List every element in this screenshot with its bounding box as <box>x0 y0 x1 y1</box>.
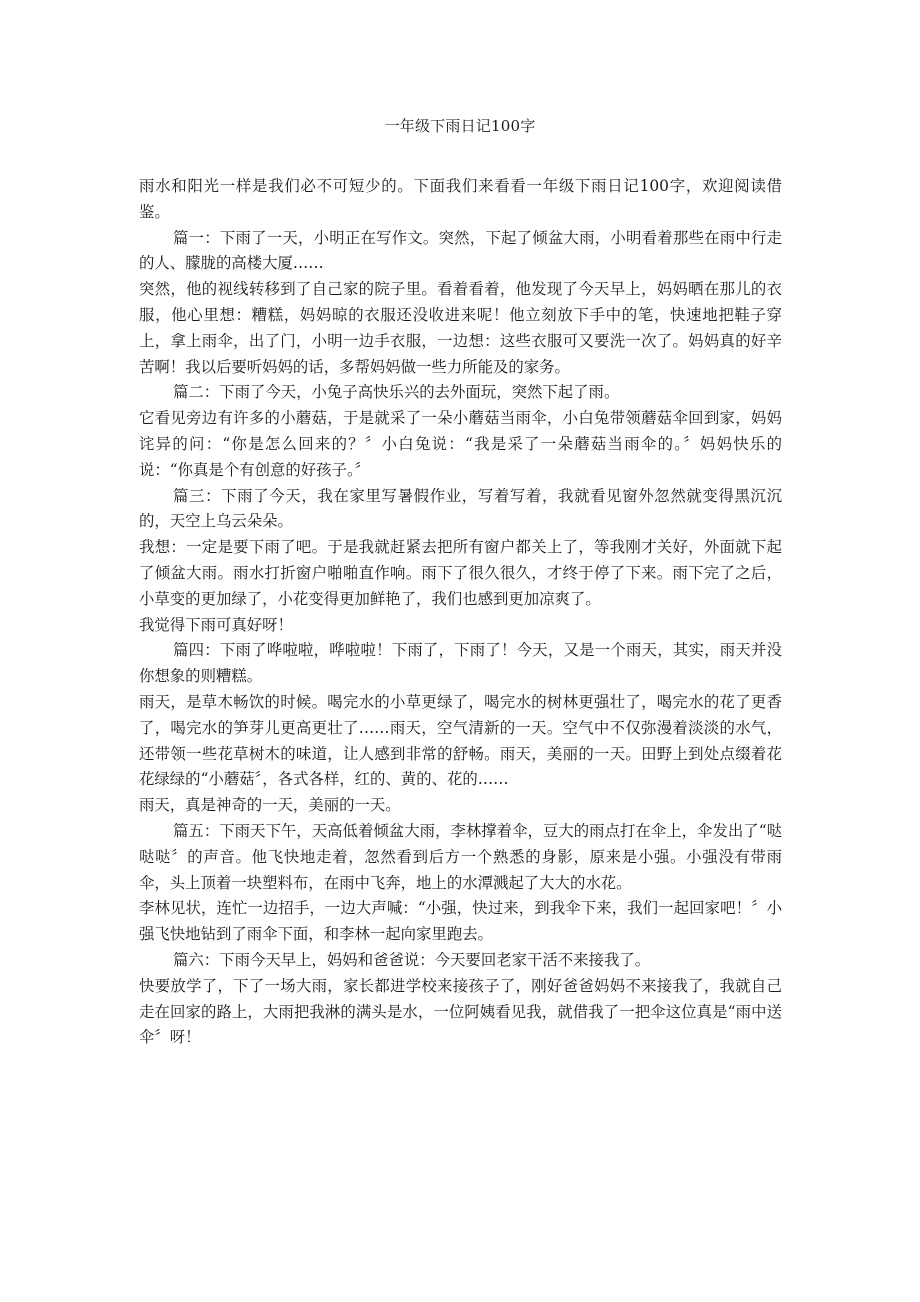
body-paragraph: 我想：一定是要下雨了吧。于是我就赶紧去把所有窗户都关上了，等我刚才关好，外面就下起了倾盆大雨。雨水打折窗户啪啪直作响。雨下了很久很久，才终于停了下来。雨下完了之后，小草变的更加绿了，小花变得更加鲜艳了，我们也感到更加凉爽了。 <box>139 538 782 608</box>
body-paragraph: 篇五：下雨天下午，天高低着倾盆大雨，李林撑着伞，豆大的雨点打在伞上，伞发出了“哒哒哒〞的声音。他飞快地走着，忽然看到后方一个熟悉的身影，原来是小强。小强没有带雨伞，头上顶着一块塑料布，在雨中飞奔，地上的水潭溅起了大大的水花。 <box>139 821 782 892</box>
body-paragraph: 篇四：下雨了哗啦啦，哗啦啦！下雨了，下雨了！今天，又是一个雨天，其实，雨天并没你想象的则糟糕。 <box>139 641 782 686</box>
body-paragraph: 它看见旁边有许多的小蘑菇，于是就采了一朵小蘑菇当雨伞，小白兔带领蘑菇伞回到家，妈妈诧异的问：“你是怎么回来的？〞小白兔说：“我是采了一朵蘑菇当雨伞的。〞妈妈快乐的说：“你真是个有创意的好孩子。〞 <box>139 409 782 479</box>
body-paragraph: 李林见状，连忙一边招手，一边大声喊：“小强，快过来，到我伞下来，我们一起回家吧！〞小强飞快地钻到了雨伞下面，和李林一起向家里跑去。 <box>139 899 782 944</box>
body-paragraph: 突然，他的视线转移到了自己家的院子里。看着看着，他发现了今天早上，妈妈晒在那儿的衣服，他心里想：糟糕，妈妈晾的衣服还没收进来呢！他立刻放下手中的笔，快速地把鞋子穿上，拿上雨伞，出了门，小明一边手衣服，一边想：这些衣服可又要洗一次了。妈妈真的好辛苦啊！我以后要听妈妈的话，多帮妈妈做一些力所能及的家务。 <box>139 280 782 376</box>
body-paragraph: 我觉得下雨可真好呀！ <box>139 615 293 634</box>
document-body <box>139 174 782 1051</box>
body-paragraph: 雨水和阳光一样是我们必不可短少的。下面我们来看看一年级下雨日记100字，欢迎阅读借鉴。 <box>139 177 782 221</box>
body-paragraph: 篇六：下雨今天早上，妈妈和爸爸说：今天要回老家干活不来接我了。 <box>173 950 651 969</box>
body-paragraph: 篇一：下雨了一天，小明正在写作文。突然，下起了倾盆大雨，小明看着那些在雨中行走的人、朦胧的高楼大厦…… <box>139 228 782 273</box>
body-paragraph: 篇二：下雨了今天，小兔子高快乐兴的去外面玩，突然下起了雨。 <box>173 383 620 402</box>
body-paragraph: 雨天，真是神奇的一天，美丽的一天。 <box>139 796 401 815</box>
document-title: 一年级下雨日记100字 <box>384 117 536 135</box>
body-paragraph: 雨天，是草木畅饮的时候。喝完水的小草更绿了，喝完水的树林更强壮了，喝完水的花了更香了，喝完水的笋芽儿更高更壮了……雨天，空气清新的一天。空气中不仅弥漫着淡淡的水气，还带领一些花草树木的味道，让人感到非常的舒畅。雨天，美丽的一天。田野上到处点缀着花花绿绿的“小蘑菇〞，各式各样，红的、黄的、花的…… <box>139 692 782 789</box>
body-paragraph: 快要放学了，下了一场大雨，家长都进学校来接孩子了，刚好爸爸妈妈不来接我了，我就自己走在回家的路上，大雨把我淋的满头是水，一位阿姨看见我，就借我了一把伞这位真是“雨中送伞〞呀！ <box>139 976 782 1047</box>
body-paragraph: 篇三：下雨了今天，我在家里写暑假作业，写着写着，我就看见窗外忽然就变得黑沉沉的，天空上乌云朵朵。 <box>139 486 782 531</box>
